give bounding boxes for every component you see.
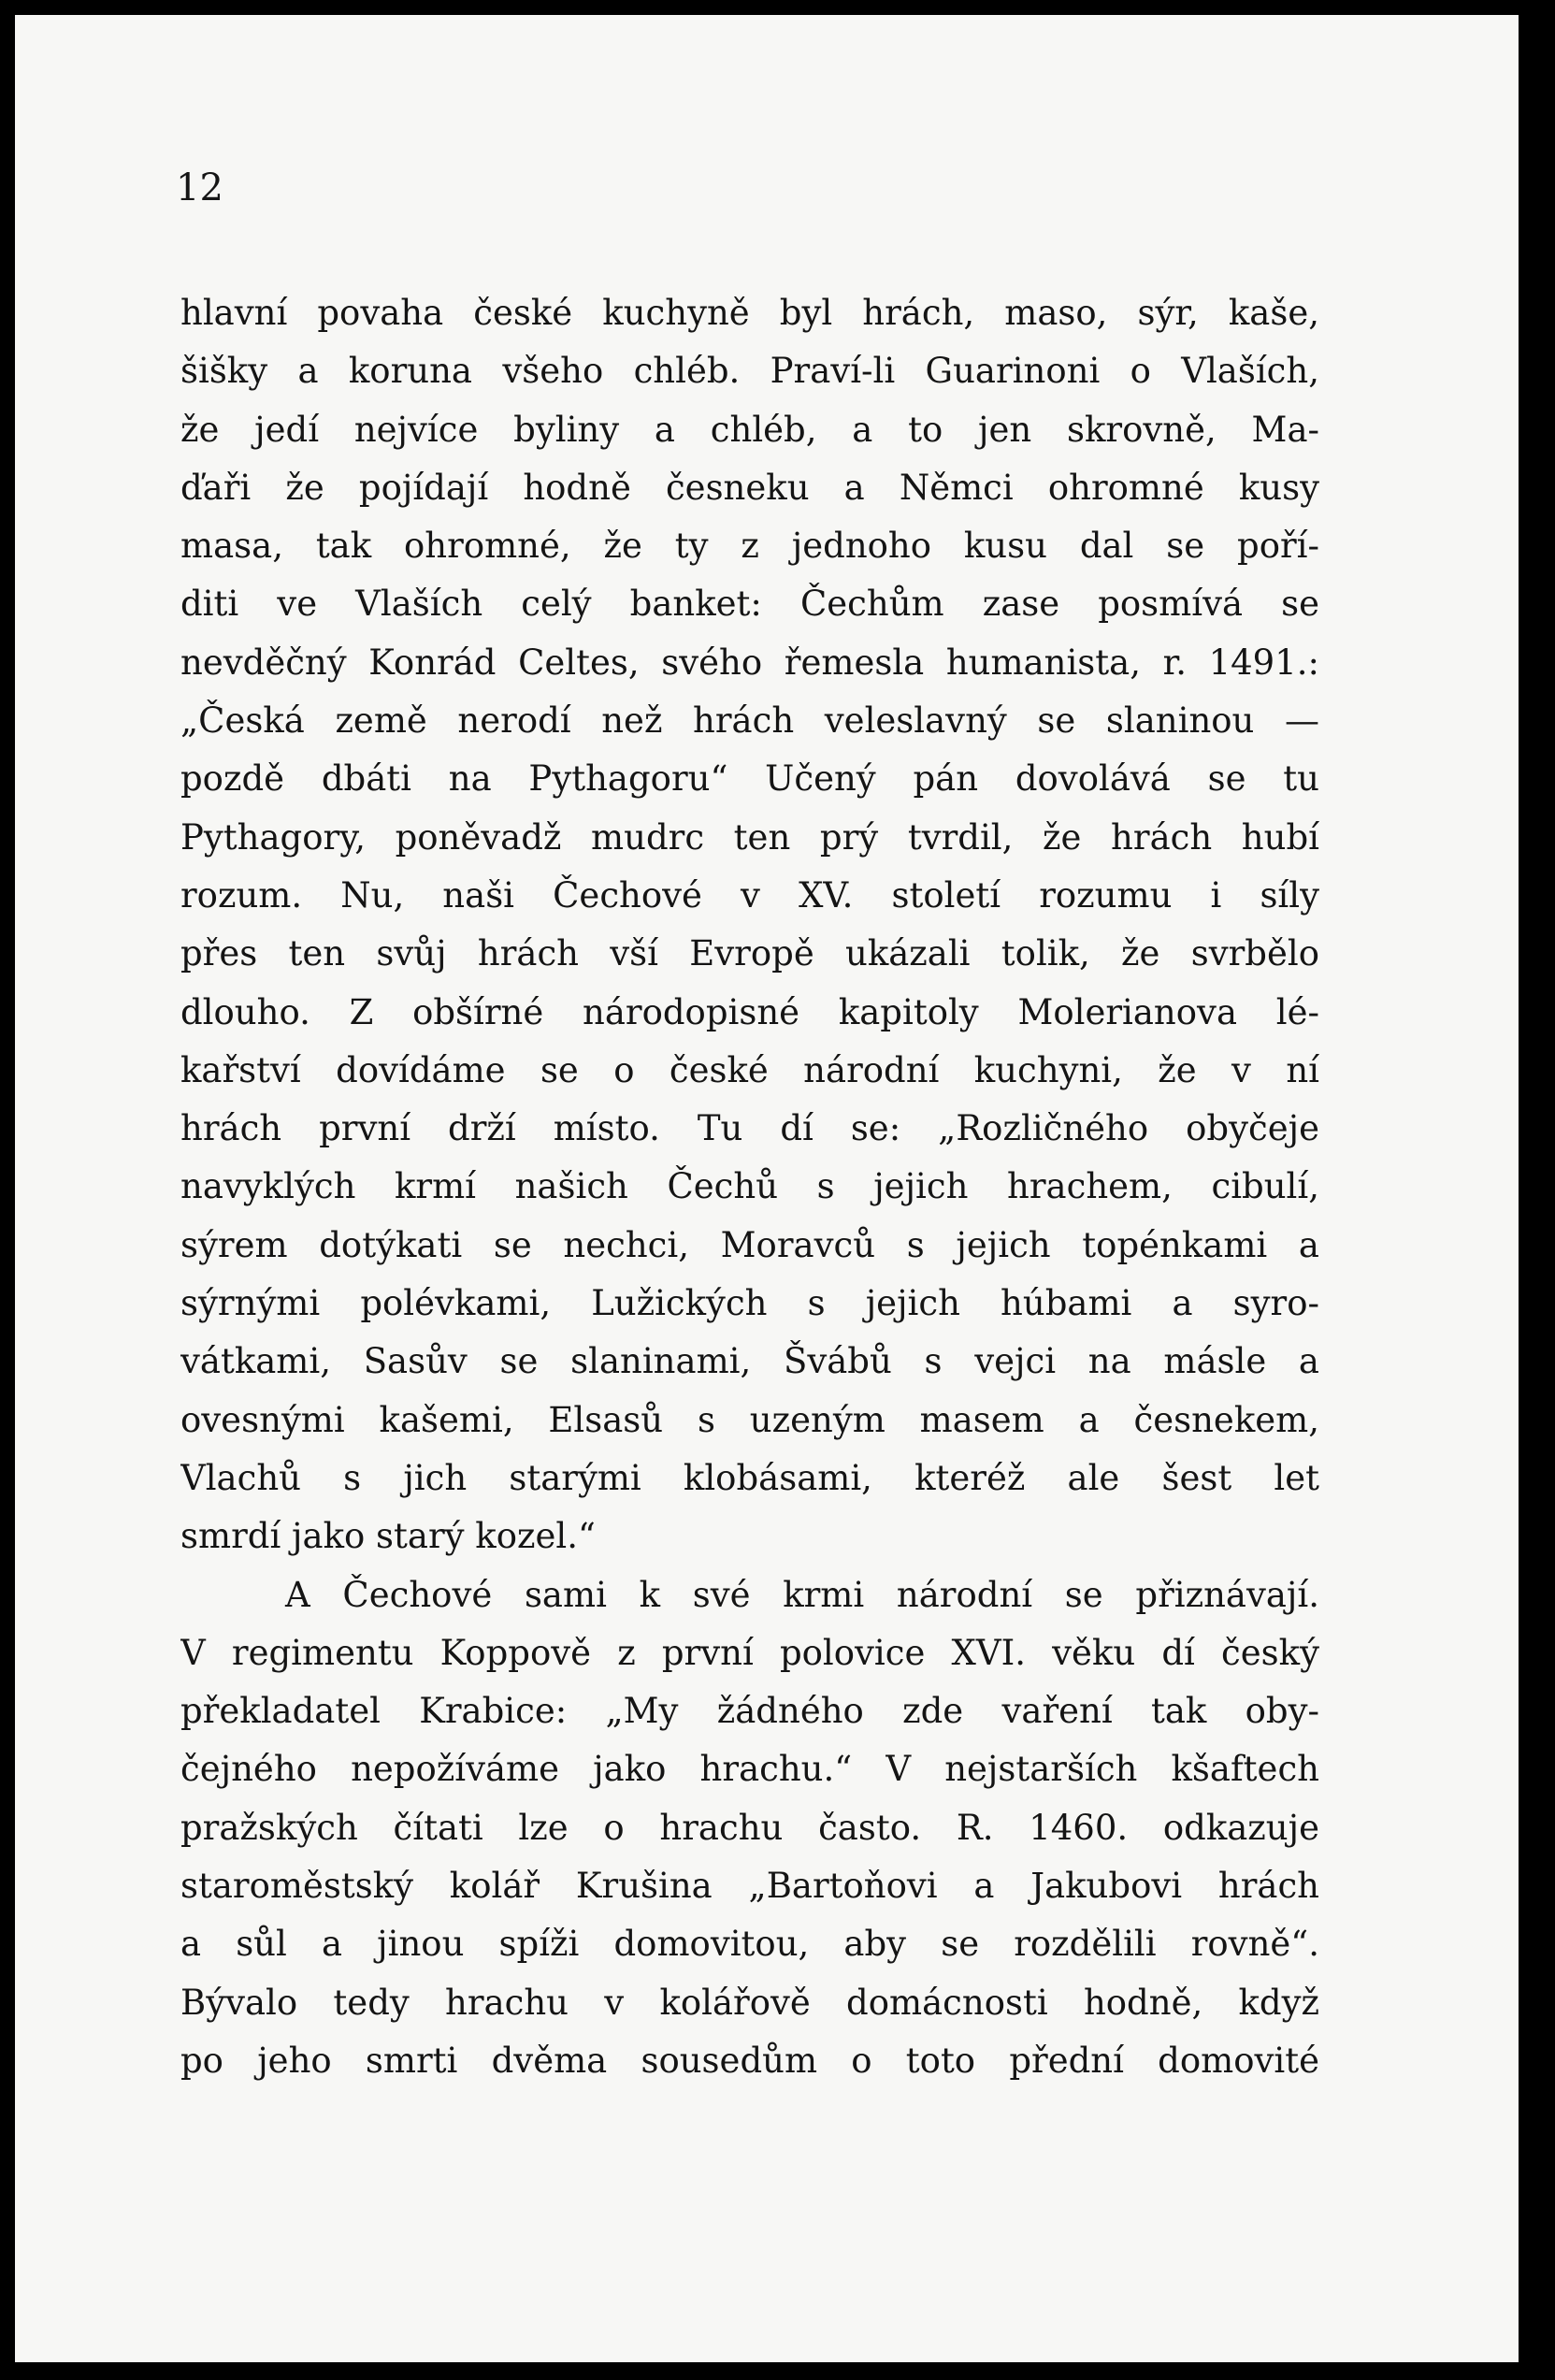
text-line: masa, tak ohromné, že ty z jednoho kusu dal se poří- bbox=[180, 526, 1319, 567]
text-line: a sůl a jinou spíži domovitou, aby se rozdělili rovně“. bbox=[180, 1924, 1319, 1965]
text-line: V regimentu Koppově z první polovice XVI. věku dí český bbox=[180, 1632, 1319, 1673]
text-line: nevděčný Konrád Celtes, svého řemesla humanista, r. 1491.: bbox=[180, 642, 1319, 683]
text-line: po jeho smrti dvěma sousedům o toto přední domovité bbox=[180, 2040, 1319, 2081]
body-text bbox=[180, 284, 1319, 2090]
text-line: že jedí nejvíce byliny a chléb, a to jen skrovně, Ma- bbox=[180, 409, 1319, 450]
text-line: šišky a koruna všeho chléb. Praví-li Guarinoni o Vlaších, bbox=[180, 351, 1319, 392]
text-line: překladatel Krabice: „My žádného zde vaření tak oby- bbox=[180, 1691, 1319, 1732]
text-line: diti ve Vlaších celý banket: Čechům zase posmívá se bbox=[180, 584, 1319, 625]
page-number: 12 bbox=[176, 166, 223, 209]
text-line: pozdě dbáti na Pythagoru“ Učený pán dovolává se tu bbox=[180, 758, 1319, 800]
text-line: hrách první drží místo. Tu dí se: „Rozličného obyčeje bbox=[180, 1108, 1319, 1149]
text-line: přes ten svůj hrách vší Evropě ukázali tolik, že svrbělo bbox=[180, 933, 1319, 974]
text-line: ďaři že pojídají hodně česneku a Němci ohromné kusy bbox=[180, 467, 1319, 508]
text-line: sýrnými polévkami, Lužických s jejich húbami a syro- bbox=[180, 1283, 1319, 1324]
text-line: navyklých krmí našich Čechů s jejich hrachem, cibulí, bbox=[180, 1166, 1319, 1207]
text-line: staroměstský kolář Krušina „Bartoňovi a Jakubovi hrách bbox=[180, 1866, 1319, 1907]
text-line: pražských čítati lze o hrachu často. R. 1460. odkazuje bbox=[180, 1807, 1319, 1848]
text-line: hlavní povaha české kuchyně byl hrách, maso, sýr, kaše, bbox=[180, 293, 1319, 333]
text-line: dlouho. Z obšírné národopisné kapitoly Molerianova lé- bbox=[180, 991, 1319, 1032]
paragraph-end-line: smrdí jako starý kozel.“ bbox=[180, 1516, 596, 1557]
text-line: „Česká země nerodí než hrách veleslavný se slaninou — bbox=[180, 700, 1319, 742]
paragraph-start-line: A Čechové sami k své krmi národní se přiznávají. bbox=[285, 1574, 1319, 1615]
text-line: sýrem dotýkati se nechci, Moravců s jejich topénkami a bbox=[180, 1224, 1319, 1265]
text-line: Pythagory, poněvadž mudrc ten prý tvrdil, že hrách hubí bbox=[180, 816, 1319, 858]
text-line: rozum. Nu, naši Čechové v XV. století rozumu i síly bbox=[180, 874, 1319, 916]
text-line: čejného nepožíváme jako hrachu.“ V nejstarších kšaftech bbox=[180, 1749, 1319, 1790]
text-line: Bývalo tedy hrachu v kolářově domácnosti hodně, když bbox=[180, 1982, 1319, 2023]
text-line: Vlachů s jich starými klobásami, kteréž ale šest let bbox=[180, 1457, 1319, 1498]
text-line: ovesnými kašemi, Elsasů s uzeným masem a česnekem, bbox=[180, 1399, 1319, 1440]
text-line: kařství dovídáme se o české národní kuchyni, že v ní bbox=[180, 1049, 1319, 1090]
text-line: vátkami, Sasův se slaninami, Švábů s vejci na másle a bbox=[180, 1341, 1319, 1382]
